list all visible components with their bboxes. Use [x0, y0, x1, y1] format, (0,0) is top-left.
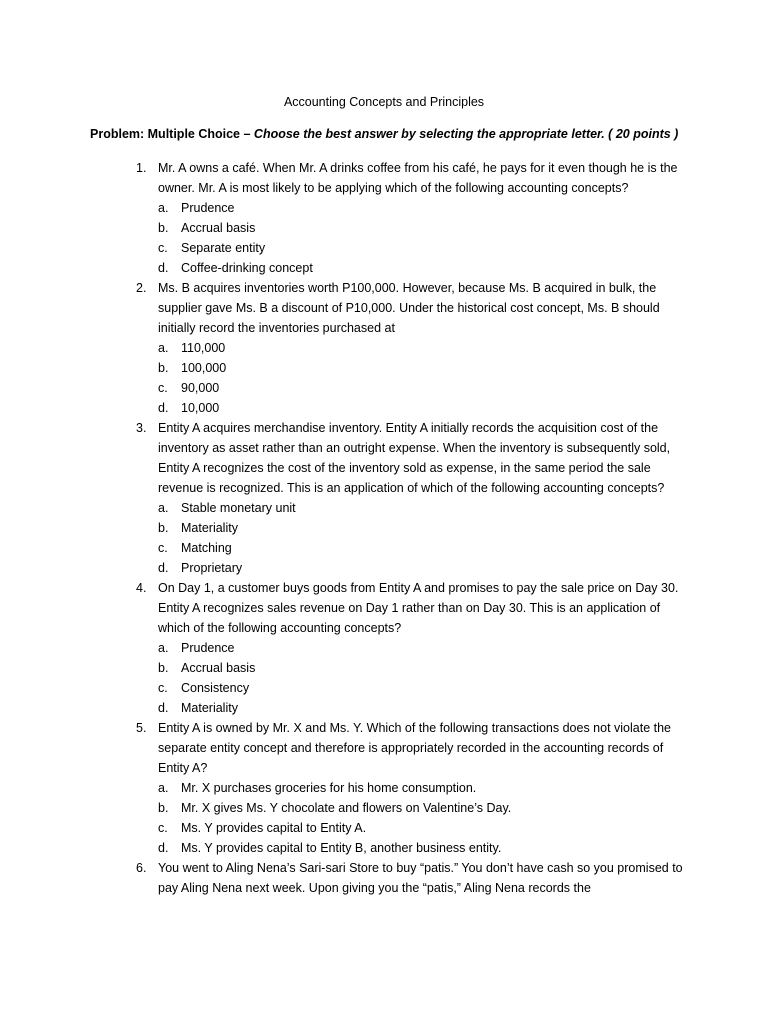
- choice-letter: a.: [158, 781, 169, 795]
- choice-letter: d.: [158, 701, 169, 715]
- choice-text: 100,000: [181, 361, 227, 375]
- choice-letter: d.: [158, 261, 169, 275]
- problem-label: Problem: Multiple Choice –: [90, 127, 251, 141]
- answer-choice: [0, 698, 768, 718]
- question-number: 5.: [136, 721, 147, 735]
- choice-text: Coffee-drinking concept: [181, 261, 313, 275]
- choice-text: Mr. X purchases groceries for his home consumption.: [181, 781, 477, 795]
- choice-text: 90,000: [181, 381, 220, 395]
- question-list: [0, 158, 768, 898]
- choice-text: Accrual basis: [181, 221, 256, 235]
- answer-choice: [0, 398, 768, 418]
- answer-choice: [0, 638, 768, 658]
- choice-text: Accrual basis: [181, 661, 256, 675]
- answer-choice: [0, 658, 768, 678]
- answer-choice: [0, 378, 768, 398]
- choice-letter: b.: [158, 221, 169, 235]
- answer-choice: [0, 678, 768, 698]
- question-item: [0, 718, 768, 858]
- answer-choice: [0, 238, 768, 258]
- choice-text: Stable monetary unit: [181, 501, 296, 515]
- choice-letter: b.: [158, 361, 169, 375]
- question-text: Ms. B acquires inventories worth P100,000. However, because Ms. B acquired in bulk, the supplier gave Ms. B a discount of P10,000. Under the historical cost concept, Ms. B should initially record the inventories purchased at: [158, 281, 660, 335]
- choice-letter: b.: [158, 801, 169, 815]
- choice-list: [0, 498, 768, 578]
- choice-letter: a.: [158, 341, 169, 355]
- choice-text: Prudence: [181, 201, 235, 215]
- answer-choice: [0, 838, 768, 858]
- choice-letter: b.: [158, 661, 169, 675]
- question-item: [0, 278, 768, 418]
- choice-list: [0, 778, 768, 858]
- document-title: Accounting Concepts and Principles: [283, 95, 485, 109]
- question-item: [0, 578, 768, 718]
- choice-list: [0, 338, 768, 418]
- choice-text: 110,000: [181, 341, 226, 355]
- question-number: 6.: [136, 861, 147, 875]
- question-text: You went to Aling Nena’s Sari-sari Store to buy “patis.” You don’t have cash so you promised to pay Aling Nena next week. Upon giving you the “patis,” Aling Nena records the: [158, 861, 683, 895]
- question-text: On Day 1, a customer buys goods from Entity A and promises to pay the sale price on Day 30. Entity A recognizes sales revenue on Day 1 rather than on Day 30. This is an application of which of the following accounting concepts?: [158, 581, 679, 635]
- choice-text: 10,000: [181, 401, 220, 415]
- answer-choice: [0, 518, 768, 538]
- answer-choice: [0, 218, 768, 238]
- choice-text: Proprietary: [181, 561, 243, 575]
- choice-letter: c.: [158, 241, 168, 255]
- answer-choice: [0, 258, 768, 278]
- choice-text: Ms. Y provides capital to Entity B, another business entity.: [181, 841, 502, 855]
- choice-text: Mr. X gives Ms. Y chocolate and flowers on Valentine’s Day.: [181, 801, 512, 815]
- question-text: Mr. A owns a café. When Mr. A drinks coffee from his café, he pays for it even though he is the owner. Mr. A is most likely to be applying which of the following accounting concepts?: [158, 161, 678, 195]
- choice-list: [0, 638, 768, 718]
- answer-choice: [0, 558, 768, 578]
- question-number: 2.: [136, 281, 147, 295]
- choice-list: [0, 198, 768, 278]
- answer-choice: [0, 778, 768, 798]
- question-item: [0, 158, 768, 278]
- answer-choice: [0, 818, 768, 838]
- answer-choice: [0, 798, 768, 818]
- question-item: [0, 418, 768, 578]
- choice-text: Ms. Y provides capital to Entity A.: [181, 821, 367, 835]
- answer-choice: [0, 198, 768, 218]
- choice-text: Consistency: [181, 681, 250, 695]
- question-item: [0, 858, 768, 898]
- choice-text: Matching: [181, 541, 232, 555]
- question-text: Entity A acquires merchandise inventory. Entity A initially records the acquisition cost of the inventory as asset rather than an outright expense. When the inventory is subsequently sold, Entity A recognizes the cost of the inventory sold as expense, in the same period the sale revenue is recognized. This is an application of which of the following accounting concepts?: [158, 421, 671, 495]
- answer-choice: [0, 498, 768, 518]
- problem-heading: [90, 126, 730, 142]
- choice-letter: a.: [158, 201, 169, 215]
- choice-text: Separate entity: [181, 241, 266, 255]
- choice-text: Prudence: [181, 641, 235, 655]
- choice-letter: b.: [158, 521, 169, 535]
- choice-letter: c.: [158, 541, 168, 555]
- choice-text: Materiality: [181, 521, 238, 535]
- problem-instruction: Choose the best answer by selecting the appropriate letter. ( 20 points ): [253, 127, 679, 141]
- choice-letter: c.: [158, 681, 168, 695]
- choice-text: Materiality: [181, 701, 238, 715]
- question-number: 1.: [136, 161, 147, 175]
- question-text: Entity A is owned by Mr. X and Ms. Y. Which of the following transactions does not violate the separate entity concept and therefore is appropriately recorded in the accounting records of Entity A?: [158, 721, 672, 775]
- choice-letter: d.: [158, 561, 169, 575]
- question-number: 4.: [136, 581, 147, 595]
- answer-choice: [0, 338, 768, 358]
- choice-letter: c.: [158, 821, 168, 835]
- choice-letter: d.: [158, 401, 169, 415]
- choice-letter: a.: [158, 641, 169, 655]
- question-number: 3.: [136, 421, 147, 435]
- choice-letter: d.: [158, 841, 169, 855]
- answer-choice: [0, 358, 768, 378]
- choice-letter: c.: [158, 381, 168, 395]
- choice-letter: a.: [158, 501, 169, 515]
- answer-choice: [0, 538, 768, 558]
